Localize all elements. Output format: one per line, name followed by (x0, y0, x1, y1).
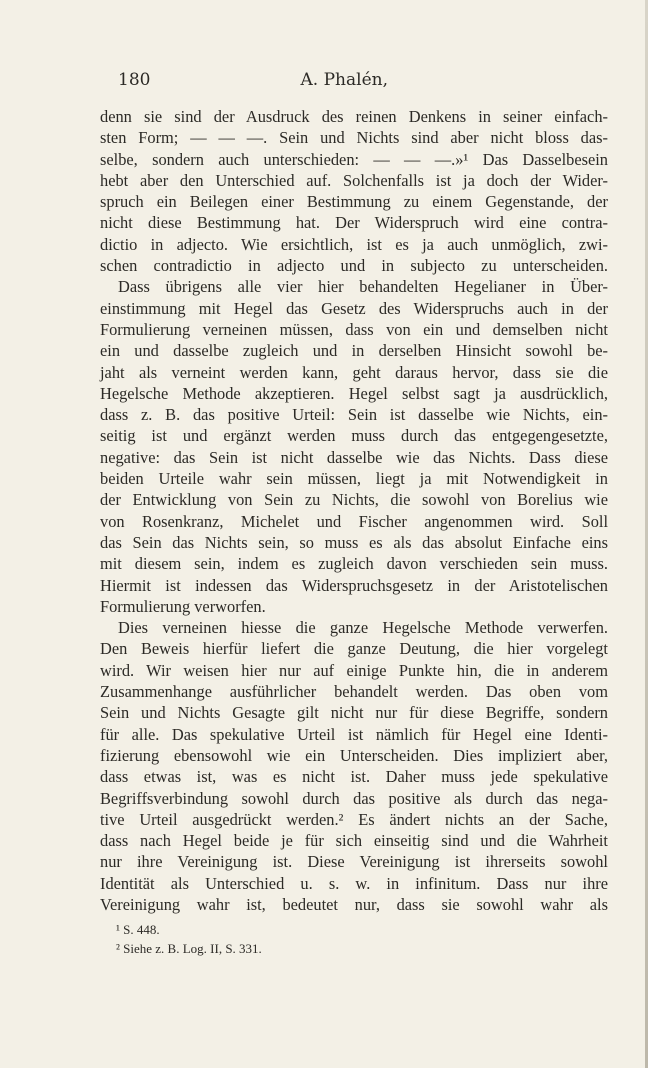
text-line: negative: das Sein ist nicht dasselbe wie das Nichts. Dass diese (100, 447, 608, 467)
page-header (118, 70, 388, 90)
text-line: für alle. Das spekulative Urteil ist nämlich für Hegel eine Identi- (100, 724, 608, 744)
text-line: Zusammenhange ausführlicher behandelt werden. Das oben vom (100, 682, 608, 702)
text-line: dass nach Hegel beide je für sich einseitig sind und die Wahrheit (100, 831, 608, 851)
footnotes (116, 920, 516, 958)
page-number: 180 (118, 70, 151, 90)
text-line: dass etwas ist, was es nicht ist. Daher muss jede spekulative (100, 767, 608, 787)
text-line: Identität als Unterschied u. s. w. in infinitum. Dass nur ihre (100, 873, 608, 893)
running-title: A. Phalén, (300, 70, 388, 90)
text-line: Hegelsche Methode akzeptieren. Hegel selbst sagt ja ausdrücklich, (100, 383, 608, 403)
text-line: selbe, sondern auch unterschieden: — — —.»¹ Das Dasselbesein (100, 149, 608, 169)
footnote-2: ² Siehe z. B. Log. II, S. 331. (116, 941, 262, 956)
text-line: Formulierung verneinen müssen, dass von ein und demselben nicht (100, 319, 608, 339)
text-line: dictio in adjecto. Wie ersichtlich, ist es ja auch unmöglich, zwi- (100, 234, 608, 254)
text-line: denn sie sind der Ausdruck des reinen Denkens in seiner einfach- (100, 107, 608, 126)
text-line: sten Form; — — —. Sein und Nichts sind aber nicht bloss das- (100, 128, 608, 148)
text-line: Formulierung verworfen. (100, 596, 266, 616)
main-text (100, 106, 608, 915)
text-line: nicht diese Bestimmung hat. Der Widerspruch wird eine contra- (100, 213, 608, 233)
text-line: seitig ist und ergänzt werden muss durch das entgegengesetzte, (100, 426, 608, 446)
text-line: Hiermit ist indessen das Widerspruchsgesetz in der Aristotelischen (100, 575, 608, 595)
text-line: dass z. B. das positive Urteil: Sein ist dasselbe wie Nichts, ein- (100, 405, 608, 425)
text-line: Vereinigung wahr ist, bedeutet nur, dass sie sowohl wahr als (100, 894, 608, 914)
text-line: der Entwicklung von Sein zu Nichts, die sowohl von Borelius wie (100, 490, 608, 510)
footnote-1: ¹ S. 448. (116, 922, 160, 937)
text-line: beiden Urteile wahr sein müssen, liegt ja mit Notwendigkeit in (100, 469, 608, 489)
text-line: Dass übrigens alle vier hier behandelten Hegelianer in Über- (118, 277, 608, 297)
text-line: Sein und Nichts Gesagte gilt nicht nur für diese Begriffe, sondern (100, 703, 608, 723)
text-line: fizierung ebensowohl wie ein Unterscheiden. Dies impliziert aber, (100, 745, 608, 765)
text-line: Begriffsverbindung sowohl durch das positive als durch das nega- (100, 788, 608, 808)
text-line: das Sein das Nichts sein, so muss es als das absolut Einfache eins (100, 532, 608, 552)
text-line: von Rosenkranz, Michelet und Fischer angenommen wird. Soll (100, 511, 608, 531)
text-line: einstimmung mit Hegel das Gesetz des Widerspruchs auch in der (100, 298, 608, 318)
text-line: wird. Wir weisen hier nur auf einige Punkte hin, die in anderem (100, 660, 608, 680)
text-line: mit diesem sein, indem es zugleich davon verschieden sein muss. (100, 554, 608, 574)
text-line: hebt aber den Unterschied auf. Solchenfalls ist ja doch der Wider- (100, 170, 608, 190)
text-line: nur ihre Vereinigung ist. Diese Vereinigung ist ihrerseits sowohl (100, 852, 608, 872)
text-line: Dies verneinen hiesse die ganze Hegelsche Methode verwerfen. (118, 618, 608, 638)
text-line: schen contradictio in adjecto und in subjecto zu unterscheiden. (100, 256, 608, 276)
text-line: Den Beweis hierfür liefert die ganze Deutung, die hier vorgelegt (100, 639, 608, 659)
text-line: ein und dasselbe zugleich und in derselben Hinsicht sowohl be- (100, 341, 608, 361)
text-line: tive Urteil ausgedrückt werden.² Es ändert nichts an der Sache, (100, 809, 608, 829)
text-line: jaht als verneint werden kann, geht daraus hervor, dass sie die (100, 362, 608, 382)
text-line: spruch ein Beilegen einer Bestimmung zu einem Gegenstande, der (100, 192, 608, 212)
